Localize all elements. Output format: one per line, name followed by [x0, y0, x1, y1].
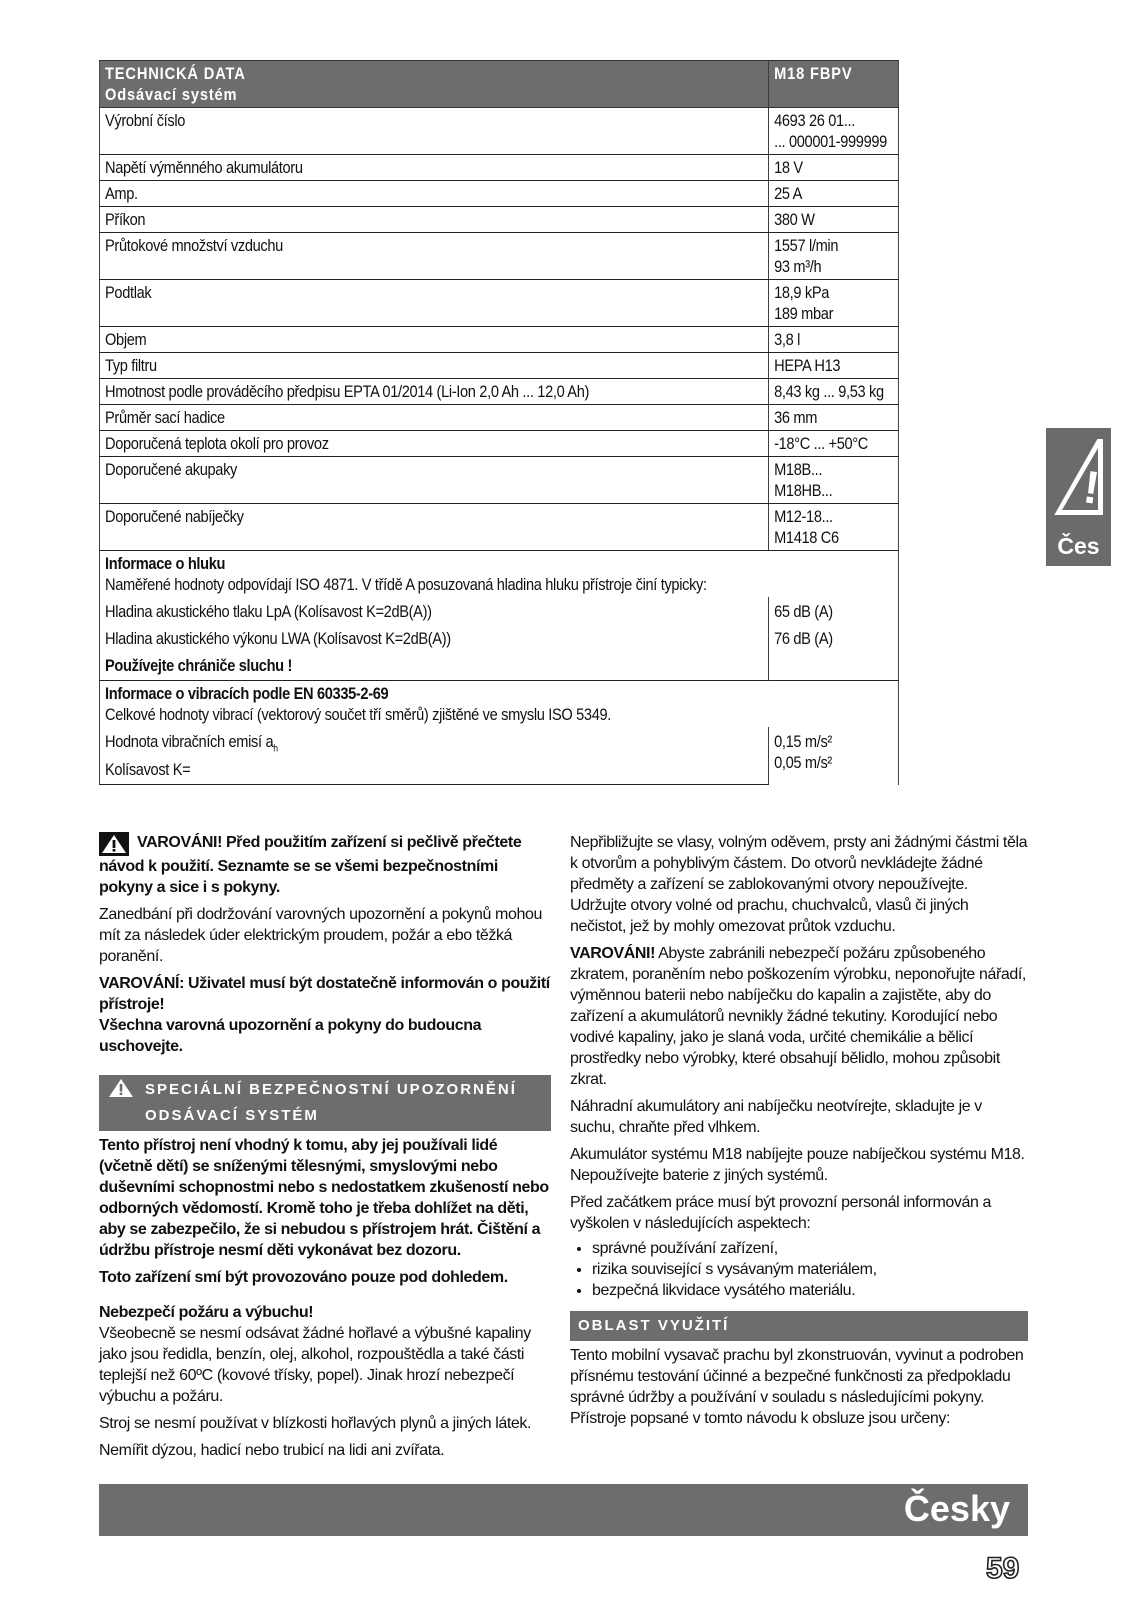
svg-text:!: !: [1080, 460, 1103, 514]
value-line: ... 000001-999999: [774, 132, 887, 151]
liquid-warning-bold: VAROVÁNI!: [570, 945, 655, 962]
emission-label-subscript: h: [273, 743, 278, 755]
vibration-intro: Celkové hodnoty vibrací (vektorový součet tří směrů) zjištěné ve smyslu ISO 5349.: [105, 705, 612, 724]
usage-text: Tento mobilní vysavač prachu byl zkonstruován, vyvinut a podroben přísnému testování účinné a bezpečné funkčnosti za předpokladu správné údržby a používání v souladu s následujícími pokyny.: [570, 1347, 1024, 1406]
row-label: Průměr sací hadice: [99, 405, 768, 431]
value-line: M1418 C6: [774, 528, 839, 547]
side-tab-label: Čes: [1057, 533, 1100, 559]
table-row: [99, 280, 898, 327]
list-item: • bezpečná likvidace vysátého materiálu.: [592, 1280, 1028, 1301]
row-value: 380 W: [769, 207, 899, 233]
value-line: 93 m³/h: [774, 257, 822, 276]
value-line: 1557 l/min: [774, 236, 839, 255]
table-row: [99, 353, 898, 379]
row-label: Hmotnost podle prováděcího předpisu EPTA 01/2014 (Li-Ion 2,0 Ah ... 12,0 Ah): [99, 379, 768, 405]
table-row: [99, 651, 898, 681]
right-column: [570, 832, 1028, 1435]
row-value: [769, 280, 899, 327]
table-row: [99, 379, 898, 405]
row-label: Podtlak: [99, 280, 768, 327]
table-row: [99, 504, 898, 551]
row-label: Doporučená teplota okolí pro provoz: [99, 431, 768, 457]
footer-bar: [99, 1484, 1028, 1536]
value-line: M18HB...: [774, 481, 833, 500]
liquid-warning-text: Abyste zabránili nebezpečí požáru způsobeného zkratem, poraněním nebo poškozením výrobku, neponořujte nářadí, výměnnou baterii nebo nabíječku do kapalin a zajistěte, aby do zařízení a akumulátorů nevnikly žádné tekutiny. Korodující nebo vodivé kapaliny, jako je slaná voda, určité chemikálie a bělicí prostředky nebo výrobky, které obsahují bělidlo, mohou způsobit zkrat.: [570, 945, 1026, 1088]
table-row: [99, 624, 898, 651]
table-row: [99, 431, 898, 457]
row-label: Doporučené akupaky: [99, 457, 768, 504]
table-row: [99, 207, 898, 233]
vibration-title: Informace o vibracích podle EN 60335-2-69: [105, 684, 389, 703]
noise-header-cell: [99, 551, 898, 598]
row-label: Amp.: [99, 181, 768, 207]
battery-storage-text: Náhradní akumulátory ani nabíječku neotvírejte, skladujte je v suchu, chraňte před vlhkem.: [570, 1098, 982, 1136]
list-item: • rizika související s vysávaným materiálem,: [592, 1259, 1028, 1280]
value-line: 18,9 kPa: [774, 283, 830, 302]
row-value: [769, 504, 899, 551]
page-number: 59: [986, 1552, 1020, 1585]
table-row: [99, 727, 898, 785]
row-value: 25 A: [769, 181, 899, 207]
row-value: [769, 108, 899, 155]
value-line: M18B...: [774, 460, 823, 479]
supervision-note: Toto zařízení smí být provozováno pouze pod dohledem.: [99, 1269, 508, 1286]
vibration-header-cell: [99, 681, 898, 728]
table-row: [99, 327, 898, 353]
vibration-section: [99, 681, 898, 728]
value-line: M12-18...: [774, 507, 833, 526]
row-value: [769, 457, 899, 504]
table-row: [99, 233, 898, 280]
emission-label-text: Hodnota vibračních emisí a: [105, 732, 274, 751]
table-header-title: [99, 61, 768, 108]
vibration-emission-value: 0,15 m/s²: [774, 732, 832, 751]
row-label: Hladina akustického tlaku LpA (Kolísavost K=2dB(A)): [99, 597, 768, 624]
fire-explosion-text: Všeobecně se nesmí odsávat žádné hořlavé a výbušné kapaliny jako jsou ředidla, benzín, olej, alkohol, rozpouštědla a také části teplejší než 60ºC (kovové třísky, popel). Jinak hrozí nebezpečí výbuchu a požáru.: [99, 1325, 531, 1405]
user-info-warning: VAROVÁNÍ: Uživatel musí být dostatečně informován o použití přístroje!: [99, 975, 550, 1013]
row-label: Typ filtru: [99, 353, 768, 379]
liquid-warning-paragraph: [570, 943, 1028, 1090]
value-line: 189 mbar: [774, 304, 834, 323]
row-label: Napětí výměnného akumulátoru: [99, 155, 768, 181]
openings-warning-text: Nepřibližujte se vlasy, volným oděvem, prsty ani žádnými částmi těla k otvorům a pohyblivým částem. Do otvorů nevkládejte žádné předměty a zařízení se zablokovanými otvory nepoužívejte. Udržujte otvory volné od prachu, chuchvalců, vlasů či jiných nečistot, jež by mohly omezovat průtok vzduchu.: [570, 834, 1028, 935]
staff-training-text: Před začátkem práce musí být provozní personál informován a vyškolen v následujících aspektech:: [570, 1194, 992, 1232]
row-value-empty: [769, 651, 899, 681]
hearing-protection-warning: Používejte chrániče sluchu !: [99, 651, 768, 681]
table-title: TECHNICKÁ DATA: [105, 64, 246, 83]
noise-intro: Naměřené hodnoty odpovídají ISO 4871. V třídě A posuzovaná hladina hluku přístroje činí typicky:: [105, 575, 707, 594]
row-value: -18°C ... +50°C: [769, 431, 899, 457]
row-label: Příkon: [99, 207, 768, 233]
usage-text-2: Přístroje popsané v tomto návodu k obsluze jsou určeny:: [570, 1410, 951, 1427]
footer-language-label: Česky: [903, 1488, 1010, 1529]
battery-charging-text: Akumulátor systému M18 nabíjejte pouze nabíječkou systému M18. Nepoužívejte baterie z jiných systémů.: [570, 1146, 1025, 1184]
vibration-emission-label: [105, 731, 763, 759]
noise-title: Informace o hluku: [105, 554, 226, 573]
table-header-model: M18 FBPV: [769, 61, 899, 108]
training-list: [570, 1238, 1028, 1301]
table-header-row: [99, 61, 898, 108]
keep-instructions-note: Všechna varovná upozornění a pokyny do budoucna uschovejte.: [99, 1017, 482, 1055]
warning-consequence-text: Zanedbání při dodržování varovných upozornění a pokynů mohou mít za následek úder elektrickým proudem, požár a ebo těžká poranění.: [99, 906, 542, 965]
row-value: HEPA H13: [769, 353, 899, 379]
row-label: Objem: [99, 327, 768, 353]
warning-bold-text: VAROVÁNI! Před použitím zařízení si pečlivě přečtete návod k použití. Seznamte se se všemi bezpečnostními pokyny a sice i s pokyny.: [99, 834, 522, 896]
vibration-uncertainty-value: 0,05 m/s²: [774, 753, 832, 772]
table-row: [99, 181, 898, 207]
children-warning: Tento přístroj není vhodný k tomu, aby jej používali lidé (včetně dětí) se sníženými tělesnými, smyslovými nebo duševními schopnostmi nebo s nedostatkem zkušeností nebo odborných vědomostí. Kromě toho je třeba dohlížet na děti, aby se zabezpečilo, že si nebudou s přístrojem hrát. Čištění a údržbu přístroje nesmí děti vykonávat bez dozoru.: [99, 1137, 549, 1259]
warning-paragraph: [99, 832, 551, 898]
table-subtitle: Odsávací systém: [105, 85, 238, 104]
table-row: [99, 155, 898, 181]
list-item: • správné používání zařízení,: [592, 1238, 1028, 1259]
row-label: Doporučené nabíječky: [99, 504, 768, 551]
row-value: 3,8 l: [769, 327, 899, 353]
row-value: 76 dB (A): [769, 624, 899, 651]
left-column: [99, 832, 551, 1467]
language-side-tab: [1046, 428, 1111, 566]
value-line: 4693 26 01...: [774, 111, 855, 130]
table-row: [99, 597, 898, 624]
row-value: 8,43 kg ... 9,53 kg: [769, 379, 899, 405]
row-value: 36 mm: [769, 405, 899, 431]
usage-section-header: OBLAST VYUŽITÍ: [570, 1311, 1028, 1341]
table-row: [99, 405, 898, 431]
flammable-gas-text: Stroj se nesmí používat v blízkosti hořlavých plynů a jiných látek.: [99, 1415, 532, 1432]
warning-icon: [99, 832, 129, 856]
row-label: [99, 727, 768, 785]
fire-explosion-title: Nebezpečí požáru a výbuchu!: [99, 1304, 314, 1321]
technical-data-table: [99, 60, 899, 785]
table-row: [99, 457, 898, 504]
nozzle-warning-text: Nemířit dýzou, hadicí nebo trubicí na lidi ani zvířata.: [99, 1442, 445, 1459]
vibration-uncertainty-label: Kolísavost K=: [105, 760, 191, 780]
row-value: 65 dB (A): [769, 597, 899, 624]
row-label: Hladina akustického výkonu LWA (Kolísavost K=2dB(A)): [99, 624, 768, 651]
row-value: 18 V: [769, 155, 899, 181]
special-safety-section-header: [99, 1075, 551, 1131]
row-value: [769, 727, 899, 785]
warning-triangle-icon: [1052, 436, 1106, 520]
section-title-line-2: ODSÁVACÍ SYSTÉM: [145, 1107, 319, 1124]
row-label: Průtokové množství vzduchu: [99, 233, 768, 280]
table-row: [99, 108, 898, 155]
row-value: [769, 233, 899, 280]
noise-section: [99, 551, 898, 598]
row-label: Výrobní číslo: [99, 108, 768, 155]
warning-icon: [107, 1077, 135, 1099]
section-title-line-1: SPECIÁLNÍ BEZPEČNOSTNÍ UPOZORNĚNÍ: [145, 1081, 517, 1098]
